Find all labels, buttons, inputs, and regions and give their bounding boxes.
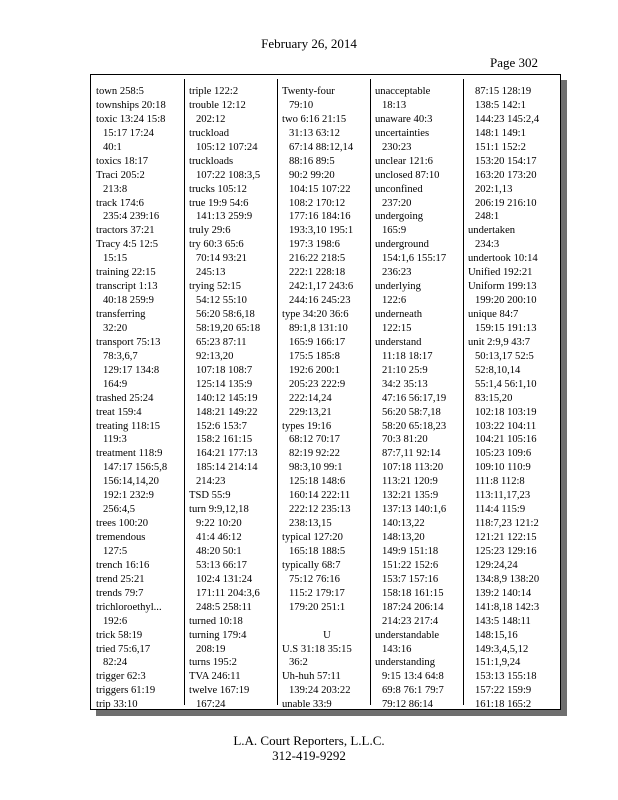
index-entry: two 6:16 21:15 — [282, 113, 347, 125]
index-entry: Tracy 4:5 12:5 — [96, 239, 158, 251]
index-continuation: 55:1,4 56:1,10 — [475, 378, 537, 390]
index-continuation: 9:15 13:4 64:8 — [382, 671, 444, 683]
index-continuation: 54:12 55:10 — [196, 295, 247, 307]
index-continuation: 248:5 258:11 — [196, 601, 252, 613]
index-continuation: 58:19,20 65:18 — [196, 322, 261, 334]
index-continuation: 167:24 — [196, 699, 226, 711]
index-continuation: 83:15,20 — [475, 392, 513, 404]
index-entry: tremendous — [96, 532, 146, 543]
index-continuation: 15:15 — [103, 253, 128, 265]
index-entry: transcript 1:13 — [96, 281, 158, 293]
index-continuation: 151:22 152:6 — [382, 559, 439, 571]
index-continuation: 151:1,9,24 — [475, 657, 521, 669]
index-entry: trip 33:10 — [96, 699, 138, 711]
index-entry: turned 10:18 — [189, 615, 243, 627]
index-entry: typically 68:7 — [282, 559, 341, 571]
index-continuation: 107:18 108:7 — [196, 364, 253, 376]
index-continuation: 90:2 99:20 — [289, 169, 335, 181]
index-continuation: 109:10 110:9 — [475, 462, 531, 474]
index-continuation: 129:17 134:8 — [103, 364, 160, 376]
index-entry: underneath — [375, 309, 423, 320]
word-index-box — [90, 74, 561, 710]
index-continuation: 107:18 113:20 — [382, 462, 444, 474]
index-continuation: 160:14 222:11 — [289, 490, 351, 502]
index-continuation: 148:21 149:22 — [196, 406, 258, 418]
index-continuation: 175:5 185:8 — [289, 350, 340, 362]
index-entry: Twenty-four — [282, 86, 335, 97]
index-continuation: 216:22 218:5 — [289, 253, 346, 265]
index-entry: understand — [375, 336, 422, 348]
index-continuation: 148:13,20 — [382, 532, 425, 543]
index-continuation: 154:1,6 155:17 — [382, 253, 447, 265]
index-continuation: 148:15,16 — [475, 629, 518, 641]
index-continuation: 213:8 — [103, 183, 128, 195]
index-continuation: 187:24 206:14 — [382, 601, 444, 613]
index-continuation: 244:16 245:23 — [289, 295, 351, 307]
index-continuation: 75:12 76:16 — [289, 573, 340, 585]
index-entry: trucks 105:12 — [189, 183, 247, 195]
index-entry: treatment 118:9 — [96, 448, 163, 460]
index-continuation: 103:22 104:11 — [475, 420, 537, 432]
index-continuation: 156:14,14,20 — [103, 476, 159, 488]
index-continuation: 56:20 58:6,18 — [196, 309, 255, 320]
index-continuation: 235:4 239:16 — [103, 211, 160, 223]
index-entry: trigger 62:3 — [96, 671, 146, 683]
index-continuation: 230:23 — [382, 141, 412, 153]
index-continuation: 132:21 135:9 — [382, 490, 439, 502]
index-entry: unable 33:9 — [282, 699, 332, 711]
index-continuation: 111:8 112:8 — [475, 476, 525, 488]
index-continuation: 119:3 — [103, 434, 127, 446]
index-continuation: 121:21 122:15 — [475, 532, 537, 543]
index-continuation: 179:20 251:1 — [289, 601, 346, 613]
index-continuation: 222:14,24 — [289, 392, 332, 404]
index-entry: town 258:5 — [96, 86, 144, 97]
index-continuation: 122:6 — [382, 295, 407, 307]
index-entry: TSD 55:9 — [189, 490, 231, 502]
index-entry: underlying — [375, 281, 421, 293]
index-entry: typical 127:20 — [282, 532, 343, 543]
index-entry: townships 20:18 — [96, 99, 166, 111]
index-continuation: 79:10 — [289, 99, 314, 111]
index-continuation: 234:3 — [475, 239, 500, 251]
index-entry: trench 16:16 — [96, 559, 150, 571]
index-continuation: 113:11,17,23 — [475, 490, 531, 502]
index-continuation: 164:9 — [103, 378, 128, 390]
index-continuation: 40:18 259:9 — [103, 295, 154, 307]
index-continuation: 163:20 173:20 — [475, 169, 537, 181]
index-entry: transport 75:13 — [96, 336, 161, 348]
index-continuation: 105:12 107:24 — [196, 141, 258, 153]
index-continuation: 127:5 — [103, 545, 128, 557]
index-continuation: 153:13 155:18 — [475, 671, 537, 683]
index-continuation: 152:6 153:7 — [196, 420, 247, 432]
index-continuation: 199:20 200:10 — [475, 295, 537, 307]
index-continuation: 192:6 — [103, 615, 128, 627]
index-entry: trees 100:20 — [96, 518, 149, 530]
column-divider — [463, 79, 464, 705]
index-continuation: 206:19 216:10 — [475, 197, 537, 209]
index-entry: treat 159:4 — [96, 406, 142, 418]
index-continuation: 153:20 154:17 — [475, 155, 537, 167]
index-continuation: 118:7,23 121:2 — [475, 518, 539, 530]
index-continuation: 149:3,4,5,12 — [475, 643, 529, 655]
index-continuation: 214:23 — [196, 476, 226, 488]
index-entry: Uh-huh 57:11 — [282, 671, 341, 683]
index-continuation: 202:1,13 — [475, 183, 513, 195]
index-continuation: 137:13 140:1,6 — [382, 504, 447, 516]
index-entry: Unified 192:21 — [468, 267, 533, 279]
index-continuation: 238:13,15 — [289, 518, 332, 530]
index-continuation: 151:1 152:2 — [475, 141, 526, 153]
index-continuation: 67:14 88:12,14 — [289, 141, 354, 153]
index-continuation: 102:18 103:19 — [475, 406, 537, 418]
index-continuation: 192:1 232:9 — [103, 490, 154, 502]
index-continuation: 87:15 128:19 — [475, 86, 532, 97]
index-continuation: 141:8,18 142:3 — [475, 601, 540, 613]
footer-phone: 312-419-9292 — [272, 748, 346, 763]
index-continuation: 134:8,9 138:20 — [475, 573, 540, 585]
index-entry: type 34:20 36:6 — [282, 309, 349, 320]
index-entry: unique 84:7 — [468, 309, 519, 320]
index-continuation: 69:8 76:1 79:7 — [382, 685, 444, 697]
index-entry: Traci 205:2 — [96, 169, 145, 181]
index-entry: unclosed 87:10 — [375, 169, 440, 181]
index-continuation: 92:13,20 — [196, 350, 234, 362]
index-continuation: 185:14 214:14 — [196, 462, 258, 474]
index-continuation: 34:2 35:13 — [382, 378, 428, 390]
index-continuation: 177:16 184:16 — [289, 211, 351, 223]
index-entry: truckloads — [189, 155, 234, 167]
index-entry: training 22:15 — [96, 267, 156, 279]
index-entry: trouble 12:12 — [189, 99, 246, 111]
index-entry: trichloroethyl... — [96, 601, 162, 613]
index-continuation: 32:20 — [103, 322, 128, 334]
index-column-2 — [189, 85, 279, 712]
index-continuation: 165:9 — [382, 225, 407, 237]
index-column-5 — [468, 85, 558, 712]
index-continuation: 245:13 — [196, 267, 226, 279]
index-entry: twelve 167:19 — [189, 685, 250, 697]
index-entry: unaware 40:3 — [375, 113, 433, 125]
index-continuation: 138:5 142:1 — [475, 99, 526, 111]
index-continuation: 65:23 87:11 — [196, 336, 247, 348]
index-entry: trends 79:7 — [96, 587, 144, 599]
index-entry: trick 58:19 — [96, 629, 143, 641]
index-entry: toxic 13:24 15:8 — [96, 113, 166, 125]
page-footer — [0, 733, 618, 763]
index-continuation: 139:24 203:22 — [289, 685, 351, 697]
index-continuation: 41:4 46:12 — [196, 532, 242, 543]
index-continuation: 139:2 140:14 — [475, 587, 532, 599]
index-continuation: 143:5 148:11 — [475, 615, 531, 627]
index-column-4 — [375, 85, 465, 712]
page-number: Page 302 — [490, 55, 539, 70]
index-continuation: 236:23 — [382, 267, 412, 279]
index-continuation: 105:23 109:6 — [475, 448, 532, 460]
index-entry: transferring — [96, 309, 146, 320]
index-entry: U.S 31:18 35:15 — [282, 643, 352, 655]
index-entry: understanding — [375, 657, 436, 669]
index-continuation: 229:13,21 — [289, 406, 332, 418]
index-continuation: 149:9 151:18 — [382, 545, 439, 557]
index-letter-heading: U — [323, 629, 331, 641]
index-continuation: 89:1,8 131:10 — [289, 322, 348, 334]
index-entry: triple 122:2 — [189, 86, 239, 97]
column-divider — [184, 79, 185, 705]
index-continuation: 15:17 17:24 — [103, 127, 154, 139]
index-continuation: 161:18 165:2 — [475, 699, 532, 711]
index-entry: turns 195:2 — [189, 657, 237, 669]
index-continuation: 48:20 50:1 — [196, 545, 242, 557]
index-continuation: 222:1 228:18 — [289, 267, 346, 279]
index-continuation: 165:18 188:5 — [289, 545, 346, 557]
index-entry: underground — [375, 239, 429, 251]
index-entry: treating 118:15 — [96, 420, 161, 432]
index-entry: trend 25:21 — [96, 573, 145, 585]
index-entry: tried 75:6,17 — [96, 643, 151, 655]
index-entry: triggers 61:19 — [96, 685, 156, 697]
index-continuation: 242:1,17 243:6 — [289, 281, 354, 293]
index-entry: truly 29:6 — [189, 225, 231, 237]
index-continuation: 107:22 108:3,5 — [196, 169, 261, 181]
index-continuation: 108:2 170:12 — [289, 197, 346, 209]
index-continuation: 53:13 66:17 — [196, 559, 247, 571]
index-continuation: 113:21 120:9 — [382, 476, 438, 488]
index-continuation: 159:15 191:13 — [475, 322, 537, 334]
index-entry: Uniform 199:13 — [468, 281, 537, 293]
index-continuation: 153:7 157:16 — [382, 573, 439, 585]
index-entry: TVA 246:11 — [189, 671, 241, 683]
index-entry: uncertainties — [375, 127, 430, 139]
index-continuation: 143:16 — [382, 643, 412, 655]
index-continuation: 144:23 145:2,4 — [475, 113, 540, 125]
index-continuation: 47:16 56:17,19 — [382, 392, 447, 404]
index-entry: turning 179:4 — [189, 629, 247, 641]
index-continuation: 148:1 149:1 — [475, 127, 526, 139]
index-continuation: 115:2 179:17 — [289, 587, 345, 599]
index-continuation: 193:3,10 195:1 — [289, 225, 354, 237]
index-continuation: 56:20 58:7,18 — [382, 406, 441, 418]
index-continuation: 70:3 81:20 — [382, 434, 428, 446]
index-continuation: 9:22 10:20 — [196, 518, 242, 530]
index-continuation: 192:6 200:1 — [289, 364, 340, 376]
index-continuation: 147:17 156:5,8 — [103, 462, 168, 474]
index-continuation: 21:10 25:9 — [382, 364, 428, 376]
index-continuation: 157:22 159:9 — [475, 685, 532, 697]
index-continuation: 122:15 — [382, 322, 412, 334]
index-continuation: 82:24 — [103, 657, 128, 669]
index-entry: unconfined — [375, 183, 423, 195]
index-continuation: 50:13,17 52:5 — [475, 350, 534, 362]
index-entry: unit 2:9,9 43:7 — [468, 336, 531, 348]
index-continuation: 208:19 — [196, 643, 226, 655]
index-continuation: 70:14 93:21 — [196, 253, 247, 265]
index-entry: undergoing — [375, 211, 424, 223]
index-continuation: 52:8,10,14 — [475, 364, 521, 376]
index-continuation: 79:12 86:14 — [382, 699, 433, 711]
index-continuation: 158:18 161:15 — [382, 587, 444, 599]
index-column-1 — [96, 85, 186, 712]
index-entry: types 19:16 — [282, 420, 332, 432]
index-continuation: 140:12 145:19 — [196, 392, 258, 404]
index-continuation: 125:23 129:16 — [475, 545, 537, 557]
index-continuation: 171:11 204:3,6 — [196, 587, 260, 599]
index-continuation: 197:3 198:6 — [289, 239, 340, 251]
index-continuation: 104:15 107:22 — [289, 183, 351, 195]
index-entry: unacceptable — [375, 86, 431, 97]
footer-company: L.A. Court Reporters, L.L.C. — [233, 733, 385, 748]
index-continuation: 256:4,5 — [103, 504, 136, 516]
index-continuation: 125:14 135:9 — [196, 378, 253, 390]
column-divider — [277, 79, 278, 705]
index-continuation: 40:1 — [103, 141, 122, 153]
index-continuation: 31:13 63:12 — [289, 127, 340, 139]
index-continuation: 129:24,24 — [475, 559, 518, 571]
index-column-3 — [282, 85, 372, 712]
index-continuation: 18:13 — [382, 99, 407, 111]
index-entry: undertaken — [468, 225, 516, 237]
index-continuation: 68:12 70:17 — [289, 434, 340, 446]
column-divider — [370, 79, 371, 705]
index-continuation: 78:3,6,7 — [103, 350, 138, 362]
index-continuation: 140:13,22 — [382, 518, 425, 530]
index-entry: track 174:6 — [96, 197, 144, 209]
index-continuation: 87:7,11 92:14 — [382, 448, 441, 460]
index-continuation: 248:1 — [475, 211, 500, 223]
index-entry: truckload — [189, 127, 230, 139]
index-continuation: 11:18 18:17 — [382, 350, 433, 362]
index-entry: try 60:3 65:6 — [189, 239, 244, 251]
index-continuation: 82:19 92:22 — [289, 448, 340, 460]
index-entry: toxics 18:17 — [96, 155, 149, 167]
index-continuation: 237:20 — [382, 197, 412, 209]
index-continuation: 164:21 177:13 — [196, 448, 258, 460]
index-continuation: 36:2 — [289, 657, 308, 669]
index-continuation: 158:2 161:15 — [196, 434, 253, 446]
index-continuation: 222:12 235:13 — [289, 504, 351, 516]
index-continuation: 202:12 — [196, 113, 226, 125]
index-continuation: 88:16 89:5 — [289, 155, 335, 167]
index-continuation: 214:23 217:4 — [382, 615, 439, 627]
index-continuation: 58:20 65:18,23 — [382, 420, 447, 432]
index-continuation: 98:3,10 99:1 — [289, 462, 343, 474]
index-entry: true 19:9 54:6 — [189, 197, 249, 209]
index-entry: understandable — [375, 629, 440, 641]
index-continuation: 205:23 222:9 — [289, 378, 346, 390]
index-entry: turn 9:9,12,18 — [189, 504, 249, 516]
index-continuation: 165:9 166:17 — [289, 336, 346, 348]
index-entry: tractors 37:21 — [96, 225, 155, 237]
index-continuation: 141:13 259:9 — [196, 211, 253, 223]
index-entry: trying 52:15 — [189, 281, 242, 293]
index-entry: trashed 25:24 — [96, 392, 154, 404]
index-spacer — [282, 615, 372, 629]
index-continuation: 114:4 115:9 — [475, 504, 526, 516]
page-date: February 26, 2014 — [261, 36, 357, 51]
index-entry: unclear 121:6 — [375, 155, 433, 167]
index-continuation: 125:18 148:6 — [289, 476, 346, 488]
index-continuation: 104:21 105:16 — [475, 434, 537, 446]
index-continuation: 102:4 131:24 — [196, 573, 253, 585]
index-entry: undertook 10:14 — [468, 253, 538, 265]
